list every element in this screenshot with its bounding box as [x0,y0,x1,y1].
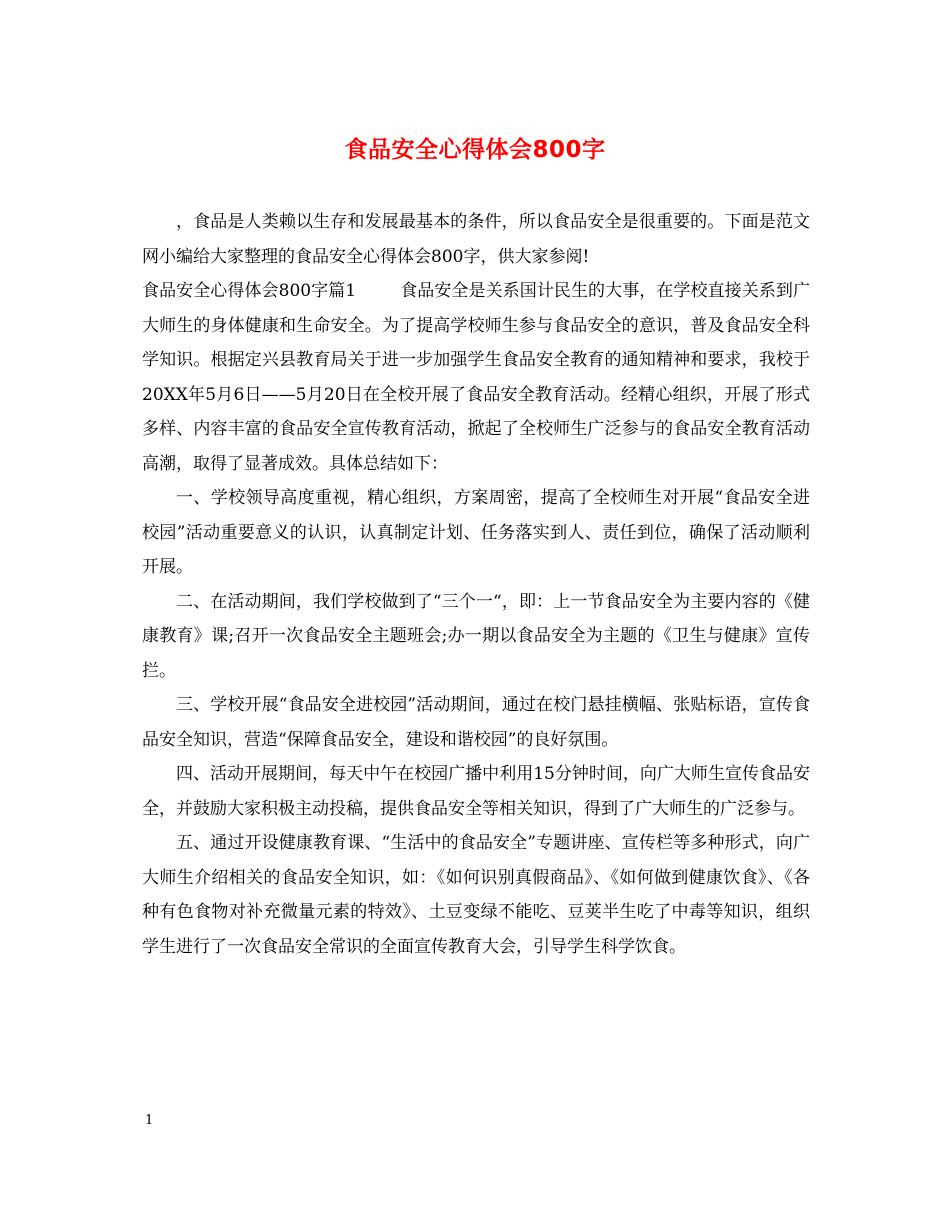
body-paragraph-2: 二、在活动期间，我们学校做到了“三个一“，即：上一节食品安全为主要内容的《健康教育》课;召开一次食品安全主题班会;办一期以食品安全为主题的《卫生与健康》宣传拦。 [142,591,810,681]
section-lead: 食品安全是关系国计民生的大事，在学校直接关系到广大师生的身体健康和生命安全。为了提高学校师生参与食品安全的意识，普及食品安全科学知识。根据定兴县教育局关于进一步加强学生食品安全教育的通知精神和要求，我校于20XX年5月6日——5月20日在全校开展了食品安全教育活动。经精心组织，开展了形式多样、内容丰富的食品安全宣传教育活动，掀起了全校师生广泛参与的食品安全教育活动高潮，取得了显著成效。具体总结如下： [142,281,810,474]
document-body [142,205,810,964]
page-number: 1 [145,1113,154,1128]
body-paragraph-4: 四、活动开展期间，每天中午在校园广播中利用15分钟时间，向广大师生宣传食品安全，并鼓励大家积极主动投稿，提供食品安全等相关知识，得到了广大师生的广泛参与。 [142,764,810,819]
section-paragraph [142,274,810,481]
body-paragraph-1: 一、学校领导高度重视，精心组织，方案周密，提高了全校师生对开展“食品安全进校园”活动重要意义的认识，认真制定计划、任务落实到人、责任到位，确保了活动顺利开展。 [142,488,810,577]
body-paragraph-5: 五、通过开设健康教育课、“生活中的食品安全”专题讲座、宣传栏等多种形式，向广大师生介绍相关的食品安全知识，如：《如何识别真假商品》、《如何做到健康饮食》、《各种有色食物对补充微量元素的特效》、土豆变绿不能吃、豆荚半生吃了中毒等知识，组织学生进行了一次食品安全常识的全面宣传教育大会，引导学生科学饮食。 [142,833,810,957]
section-heading: 食品安全心得体会800字篇1 [142,281,357,301]
document-title: 食品安全心得体会800字 [344,137,606,163]
body-paragraph-3: 三、学校开展“食品安全进校园”活动期间，通过在校门悬挂横幅、张贴标语，宣传食品安全知识，营造“保障食品安全，建设和谐校园”的良好氛围。 [142,695,810,750]
intro-paragraph: ，食品是人类赖以生存和发展最基本的条件，所以食品安全是很重要的。下面是范文网小编给大家整理的食品安全心得体会800字，供大家参阅! [142,212,810,267]
